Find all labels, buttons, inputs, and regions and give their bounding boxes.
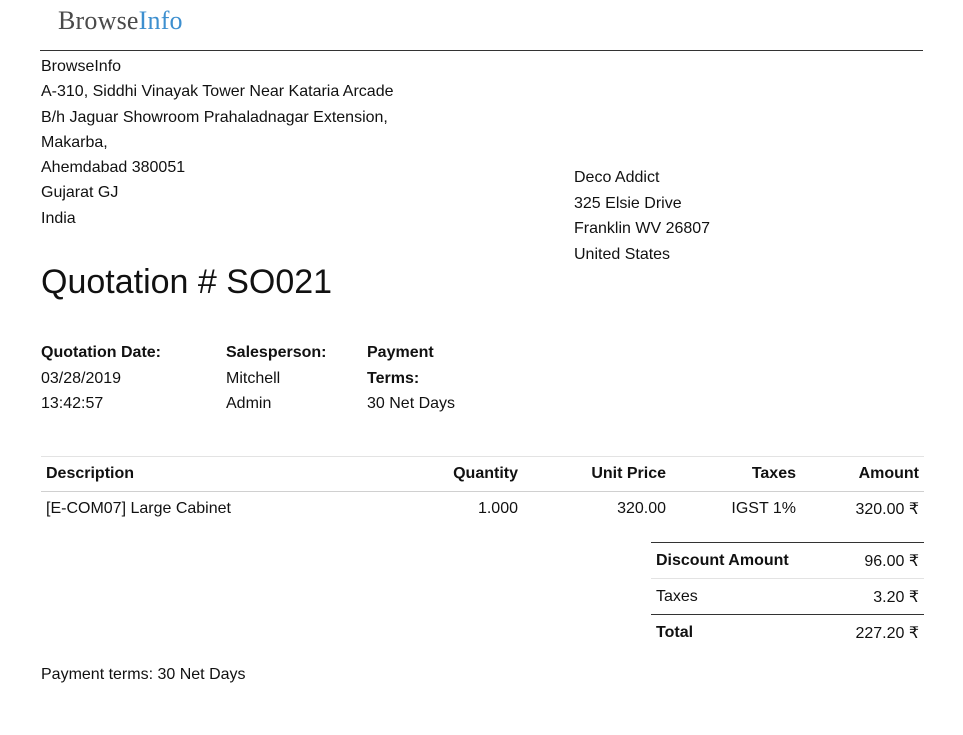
discount-value: 96.00 ₹ <box>831 543 924 579</box>
company-address-line: A-310, Siddhi Vinayak Tower Near Kataria Arcade <box>41 83 394 101</box>
header-divider <box>40 50 923 51</box>
payment-terms-label: Terms: <box>367 369 420 387</box>
company-address-line: India <box>41 209 76 227</box>
company-address-line: B/h Jaguar Showroom Prahaladnagar Extension, <box>41 108 388 126</box>
discount-row <box>651 543 924 579</box>
page-title: Quotation # SO021 <box>41 263 333 301</box>
line-amount: 320.00 ₹ <box>855 501 919 518</box>
customer-address <box>574 165 710 267</box>
column-header-quantity: Quantity <box>373 457 523 492</box>
customer-name: Deco Addict <box>574 169 660 186</box>
column-header-unit-price: Unit Price <box>523 457 671 492</box>
salesperson-value: Mitchell <box>226 369 281 387</box>
company-logo <box>58 6 183 36</box>
total-label: Total <box>651 615 831 651</box>
payment-terms-block <box>367 340 455 417</box>
customer-address-line: Franklin WV 26807 <box>574 220 711 237</box>
order-lines-table <box>41 456 924 526</box>
company-address <box>41 54 394 231</box>
quotation-date-value: 03/28/2019 <box>41 369 122 387</box>
table-header-row <box>41 457 924 492</box>
company-name: BrowseInfo <box>41 58 122 75</box>
logo-text-part2: Info <box>138 6 183 35</box>
payment-terms-label: Payment <box>367 344 434 361</box>
salesperson-block <box>226 340 326 417</box>
line-description: [E-COM07] Large Cabinet <box>46 500 231 517</box>
total-value: 227.20 ₹ <box>831 615 924 651</box>
line-unit-price: 320.00 <box>617 500 666 517</box>
column-header-amount: Amount <box>801 457 924 492</box>
column-header-description: Description <box>41 457 373 492</box>
company-address-line: Ahemdabad 380051 <box>41 159 186 177</box>
line-quantity: 1.000 <box>477 500 518 517</box>
column-header-taxes: Taxes <box>671 457 801 492</box>
customer-address-line: United States <box>574 245 671 263</box>
taxes-label: Taxes <box>651 579 831 615</box>
company-address-line: Gujarat GJ <box>41 184 119 202</box>
quotation-time-value: 13:42:57 <box>41 395 104 412</box>
payment-terms-value: 30 Net Days <box>367 395 456 412</box>
quotation-date-block <box>41 340 161 417</box>
customer-address-line: 325 Elsie Drive <box>574 194 682 212</box>
company-address-line: Makarba, <box>41 133 108 151</box>
total-row <box>651 615 924 651</box>
logo-text-part1: Browse <box>58 6 139 35</box>
quotation-date-label: Quotation Date: <box>41 344 161 361</box>
line-taxes: IGST 1% <box>731 500 796 517</box>
totals-table <box>651 542 924 650</box>
salesperson-value: Admin <box>226 395 272 412</box>
discount-label: Discount Amount <box>651 543 831 579</box>
taxes-value: 3.20 ₹ <box>831 579 924 615</box>
payment-terms-note: Payment terms: 30 Net Days <box>41 666 246 683</box>
table-row <box>41 492 924 527</box>
salesperson-label: Salesperson: <box>226 344 327 361</box>
taxes-row <box>651 579 924 615</box>
